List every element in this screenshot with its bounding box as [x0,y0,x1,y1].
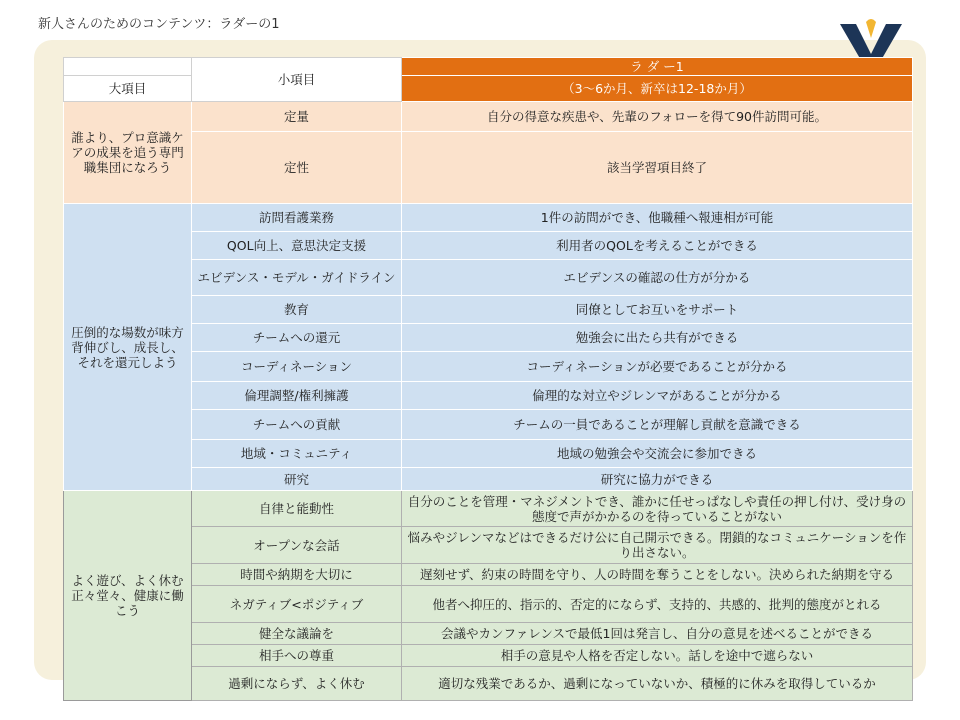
item-cell: エビデンス・モデル・ガイドライン [192,260,402,296]
header-ladder-title: ラ ダ ー1 [402,58,913,76]
item-cell: 健全な議論を [192,623,402,645]
table-row [64,491,913,527]
item-cell: 自律と能動性 [192,491,402,527]
table-row [64,232,913,260]
table-row [64,132,913,204]
header-ladder-period: （3〜6か月、新卒は12-18か月） [402,76,913,102]
item-cell: 時間や納期を大切に [192,564,402,586]
description-cell: 自分のことを管理・マネジメントでき、誰かに任せっぱなしや責任の押し付け、受け身の態度で声がかかるのを待っていることがない [402,491,913,527]
description-cell: 倫理的な対立やジレンマがあることが分かる [402,382,913,410]
table-row [64,623,913,645]
item-cell: 過剰にならず、よく休む [192,667,402,701]
description-cell: 自分の得意な疾患や、先輩のフォローを得て90件訪問可能。 [402,102,913,132]
description-cell: 該当学習項目終了 [402,132,913,204]
table-row [64,468,913,491]
description-cell: 適切な残業であるか、過剰になっていないか、積極的に休みを取得しているか [402,667,913,701]
description-cell: 悩みやジレンマなどはできるだけ公に自己開示できる。閉鎖的なコミュニケーションを作り出さない。 [402,527,913,564]
description-cell: 会議やカンファレンスで最低1回は発言し、自分の意見を述べることができる [402,623,913,645]
description-cell: コーディネーションが必要であることが分かる [402,352,913,382]
header-minor-item: 小項目 [192,58,402,102]
description-cell: 他者へ抑圧的、指示的、否定的にならず、支持的、共感的、批判的態度がとれる [402,586,913,623]
ladder-table [63,57,913,701]
header-major-item: 大項目 [64,76,192,102]
item-cell: コーディネーション [192,352,402,382]
table-row [64,586,913,623]
table-row [64,410,913,440]
description-cell: チームの一員であることが理解し貢献を意識できる [402,410,913,440]
description-cell: 同僚としてお互いをサポート [402,296,913,324]
table-row [64,527,913,564]
table-row [64,440,913,468]
item-cell: 研究 [192,468,402,491]
table-row [64,352,913,382]
header-blank-cell [64,58,192,76]
table-row [64,564,913,586]
item-cell: オープンな会話 [192,527,402,564]
description-cell: 1件の訪問ができ、他職種へ報連相が可能 [402,204,913,232]
item-cell: 定性 [192,132,402,204]
description-cell: エビデンスの確認の仕方が分かる [402,260,913,296]
item-cell: 相手への尊重 [192,645,402,667]
category-cell: よく遊び、よく休む正々堂々、健康に働こう [64,491,192,701]
checkmark-logo-icon [836,18,906,62]
item-cell: 定量 [192,102,402,132]
page-title: 新人さんのためのコンテンツ：ラダーの1 [38,17,280,32]
table-row [64,296,913,324]
description-cell: 地域の勉強会や交流会に参加できる [402,440,913,468]
item-cell: 倫理調整/権利擁護 [192,382,402,410]
item-cell: チームへの還元 [192,324,402,352]
table-row [64,102,913,132]
table-row [64,667,913,701]
description-cell: 遅刻せず、約束の時間を守り、人の時間を奪うことをしない。決められた納期を守る [402,564,913,586]
item-cell: 教育 [192,296,402,324]
item-cell: 地域・コミュニティ [192,440,402,468]
description-cell: 利用者のQOLを考えることができる [402,232,913,260]
description-cell: 研究に協力ができる [402,468,913,491]
item-cell: ネガティブ<ポジティブ [192,586,402,623]
category-cell: 圧倒的な場数が味方背伸びし、成長し、それを還元しよう [64,204,192,491]
description-cell: 勉強会に出たら共有ができる [402,324,913,352]
table-row [64,204,913,232]
category-cell: 誰より、プロ意識ケアの成果を追う専門職集団になろう [64,102,192,204]
item-cell: QOL向上、意思決定支援 [192,232,402,260]
table-row [64,382,913,410]
table-row [64,324,913,352]
item-cell: 訪問看護業務 [192,204,402,232]
item-cell: チームへの貢献 [192,410,402,440]
description-cell: 相手の意見や人格を否定しない。話しを途中で遮らない [402,645,913,667]
table-row [64,645,913,667]
table-row [64,260,913,296]
